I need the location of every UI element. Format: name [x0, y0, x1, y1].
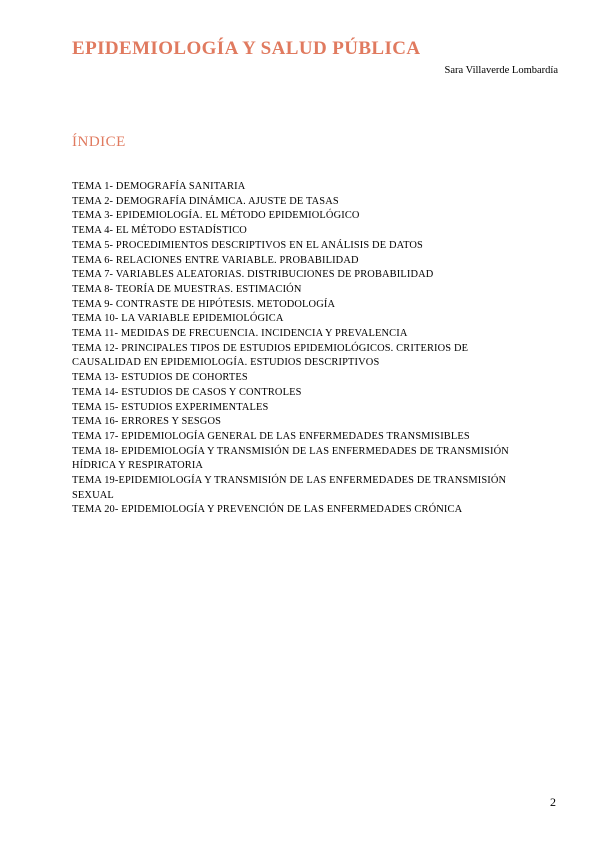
table-of-contents: [72, 180, 532, 518]
toc-entry-tema-4: TEMA 4- EL MÉTODO ESTADÍSTICO: [72, 225, 247, 237]
toc-entry-tema-18: TEMA 18- EPIDEMIOLOGÍA Y TRANSMISIÓN DE LAS ENFERMEDADES DE TRANSMISIÓN HÍDRICA Y RESPIRATORIA: [72, 445, 509, 472]
toc-entry-tema-12: TEMA 12- PRINCIPALES TIPOS DE ESTUDIOS EPIDEMIOLÓGICOS. CRITERIOS DE CAUSALIDAD EN EPIDEMIOLOGÍA. ESTUDIOS DESCRIPTIVOS: [72, 342, 469, 369]
toc-entry-tema-1: TEMA 1- DEMOGRAFÍA SANITARIA: [72, 181, 246, 192]
toc-entry-tema-14: TEMA 14- ESTUDIOS DE CASOS Y CONTROLES: [72, 386, 302, 398]
toc-entry-tema-20: TEMA 20- EPIDEMIOLOGÍA Y PREVENCIÓN DE LAS ENFERMEDADES CRÓNICA: [72, 504, 463, 516]
page-number: 2: [550, 795, 556, 809]
toc-entry-tema-15: TEMA 15- ESTUDIOS EXPERIMENTALES: [72, 401, 269, 413]
index-heading: ÍNDICE: [72, 134, 126, 150]
toc-entry-tema-5: TEMA 5- PROCEDIMIENTOS DESCRIPTIVOS EN EL ANÁLISIS DE DATOS: [72, 239, 423, 251]
toc-entry-tema-2: TEMA 2- DEMOGRAFÍA DINÁMICA. AJUSTE DE TASAS: [72, 195, 339, 207]
toc-entry-tema-9: TEMA 9- CONTRASTE DE HIPÓTESIS. METODOLOGÍA: [72, 298, 336, 310]
toc-entry-tema-7: TEMA 7- VARIABLES ALEATORIAS. DISTRIBUCIONES DE PROBABILIDAD: [72, 269, 434, 281]
toc-entry-tema-8: TEMA 8- TEORÍA DE MUESTRAS. ESTIMACIÓN: [72, 283, 302, 295]
document-title: EPIDEMIOLOGÍA Y SALUD PÚBLICA: [72, 38, 421, 59]
toc-entry-tema-3: TEMA 3- EPIDEMIOLOGÍA. EL MÉTODO EPIDEMIOLÓGICO: [72, 210, 360, 222]
author-name: Sara Villaverde Lombardía: [444, 65, 558, 76]
toc-entry-tema-10: TEMA 10- LA VARIABLE EPIDEMIOLÓGICA: [72, 313, 284, 325]
toc-entry-tema-6: TEMA 6- RELACIONES ENTRE VARIABLE. PROBABILIDAD: [72, 254, 359, 266]
toc-entry-tema-19: TEMA 19-EPIDEMIOLOGÍA Y TRANSMISIÓN DE LAS ENFERMEDADES DE TRANSMISIÓN SEXUAL: [72, 475, 507, 501]
toc-entry-tema-11: TEMA 11- MEDIDAS DE FRECUENCIA. INCIDENCIA Y PREVALENCIA: [72, 328, 408, 340]
toc-entry-tema-17: TEMA 17- EPIDEMIOLOGÍA GENERAL DE LAS ENFERMEDADES TRANSMISIBLES: [72, 430, 470, 442]
toc-entry-tema-16: TEMA 16- ERRORES Y SESGOS: [72, 416, 222, 428]
toc-entry-tema-13: TEMA 13- ESTUDIOS DE COHORTES: [72, 372, 248, 384]
